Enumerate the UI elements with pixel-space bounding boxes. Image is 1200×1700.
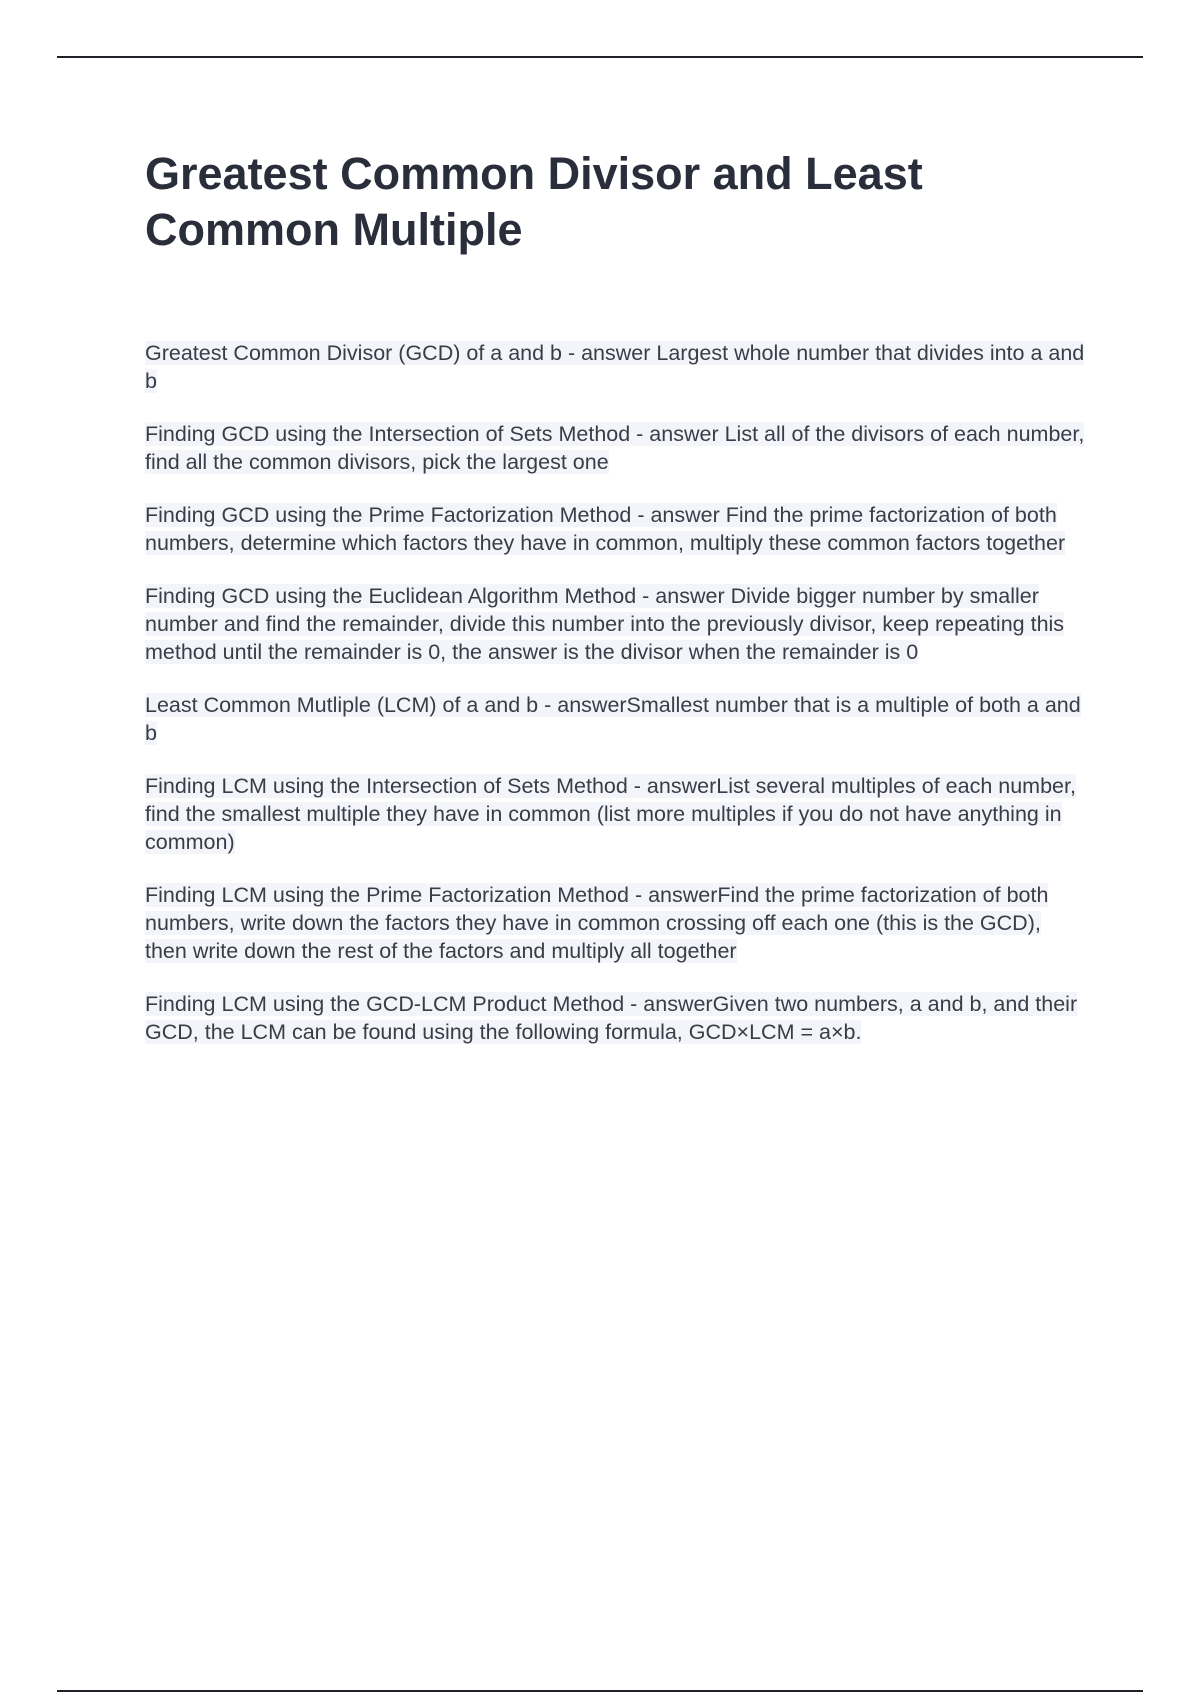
qa-item [145, 881, 1085, 965]
qa-item-text: Finding GCD using the Euclidean Algorithm Method - answer Divide bigger number by smaller number and find the remainder, divide this number into the previously divisor, keep repeating this method until the remainder is 0, the answer is the divisor when the remainder is 0 [145, 584, 1065, 664]
page-title: Greatest Common Divisor and Least Common Multiple [145, 148, 923, 255]
bottom-rule [57, 1690, 1143, 1692]
qa-item [145, 582, 1085, 666]
qa-item-text: Least Common Mutliple (LCM) of a and b - answerSmallest number that is a multiple of both a and b [145, 693, 1081, 745]
qa-item-text: Finding GCD using the Prime Factorization Method - answer Find the prime factorization of both numbers, determine which factors they have in common, multiply these common factors together [145, 503, 1066, 555]
qa-item [145, 691, 1085, 747]
qa-item [145, 420, 1085, 476]
qa-item-text: Finding LCM using the Prime Factorization Method - answerFind the prime factorization of both numbers, write down the factors they have in common crossing off each one (this is the GCD), then write down the rest of the factors and multiply all together [145, 883, 1049, 963]
qa-item [145, 990, 1085, 1046]
qa-item-text: Greatest Common Divisor (GCD) of a and b - answer Largest whole number that divides into a and b [145, 341, 1085, 393]
qa-item-text: Finding LCM using the GCD-LCM Product Method - answerGiven two numbers, a and b, and their GCD, the LCM can be found using the following formula, GCD×LCM = a×b. [145, 992, 1078, 1044]
qa-item [145, 772, 1085, 856]
qa-item [145, 339, 1085, 395]
qa-item [145, 501, 1085, 557]
top-rule [57, 56, 1143, 58]
qa-item-text: Finding GCD using the Intersection of Sets Method - answer List all of the divisors of each number, find all the common divisors, pick the largest one [145, 422, 1085, 474]
qa-list [145, 339, 1085, 1071]
qa-item-text: Finding LCM using the Intersection of Sets Method - answerList several multiples of each number, find the smallest multiple they have in common (list more multiples if you do not have anything in common) [145, 774, 1076, 854]
